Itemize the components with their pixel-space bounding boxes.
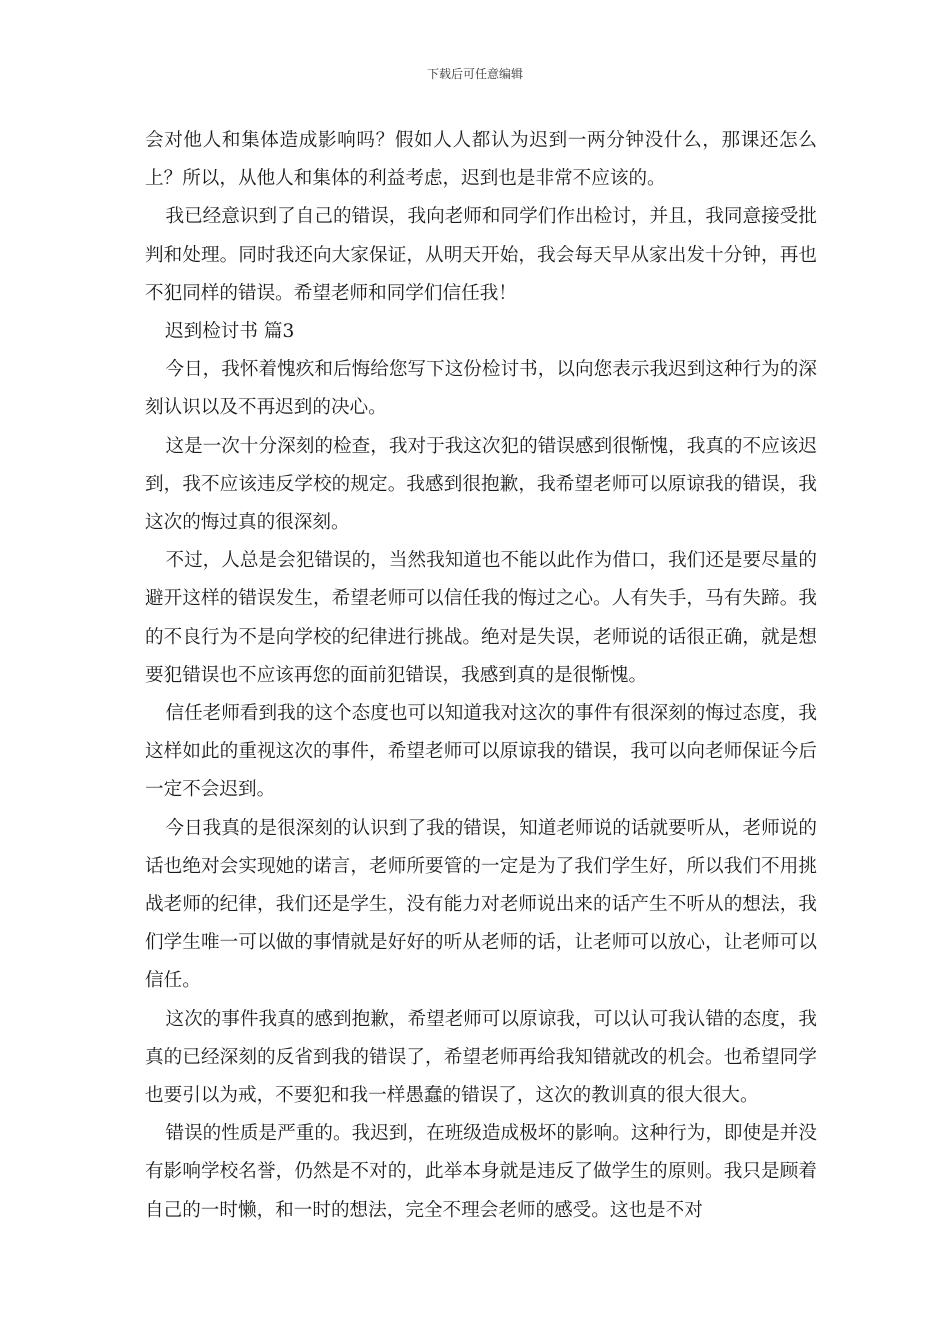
document-body xyxy=(145,122,817,1230)
paragraph: 今日我真的是很深刻的认识到了我的错误，知道老师说的话就要听从，老师说的话也绝对会实现她的诺言，老师所要管的一定是为了我们学生好，所以我们不用挑战老师的纪律，我们还是学生，没有能力对老师说出来的话产生不听从的想法，我们学生唯一可以做的事情就是好好的听从老师的话，让老师可以放心，让老师可以信任。 xyxy=(145,817,817,992)
paragraph: 信任老师看到我的这个态度也可以知道我对这次的事件有很深刻的悔过态度，我这样如此的重视这次的事件，希望老师可以原谅我的错误，我可以向老师保证今后一定不会迟到。 xyxy=(145,703,817,801)
page-header: 下载后可任意编辑 xyxy=(426,67,523,81)
paragraph: 今日，我怀着愧疚和后悔给您写下这份检讨书，以向您表示我迟到这种行为的深刻认识以及不再迟到的决心。 xyxy=(145,359,817,419)
paragraph: 我已经意识到了自己的错误，我向老师和同学们作出检讨，并且，我同意接受批判和处理。同时我还向大家保证，从明天开始，我会每天早从家出发十分钟，再也不犯同样的错误。希望老师和同学们信任我！ xyxy=(145,206,817,304)
section-heading: 迟到检讨书 篇3 xyxy=(165,321,295,343)
paragraph-continuation: 会对他人和集体造成影响吗？假如人人都认为迟到一两分钟没什么，那课还怎么上？所以，从他人和集体的利益考虑，迟到也是非常不应该的。 xyxy=(145,130,817,190)
paragraph: 错误的性质是严重的。我迟到，在班级造成极坏的影响。这种行为，即使是并没有影响学校名誉，仍然是不对的，此举本身就是违反了做学生的原则。我只是顾着自己的一时懒，和一时的想法，完全不理会老师的感受。这也是不对 xyxy=(145,1123,817,1221)
paragraph: 不过，人总是会犯错误的，当然我知道也不能以此作为借口，我们还是要尽量的避开这样的错误发生，希望老师可以信任我的悔过之心。人有失手，马有失蹄。我的不良行为不是向学校的纪律进行挑战。绝对是失误，老师说的话很正确，就是想要犯错误也不应该再您的面前犯错误，我感到真的是很惭愧。 xyxy=(145,550,817,686)
paragraph: 这次的事件我真的感到抱歉，希望老师可以原谅我，可以认可我认错的态度，我真的已经深刻的反省到我的错误了，希望老师再给我知错就改的机会。也希望同学也要引以为戒，不要犯和我一样愚蠢的错误了，这次的教训真的很大很大。 xyxy=(145,1008,817,1107)
paragraph: 这是一次十分深刻的检查，我对于我这次犯的错误感到很惭愧，我真的不应该迟到，我不应该违反学校的规定。我感到很抱歉，我希望老师可以原谅我的错误，我这次的悔过真的很深刻。 xyxy=(145,435,817,534)
